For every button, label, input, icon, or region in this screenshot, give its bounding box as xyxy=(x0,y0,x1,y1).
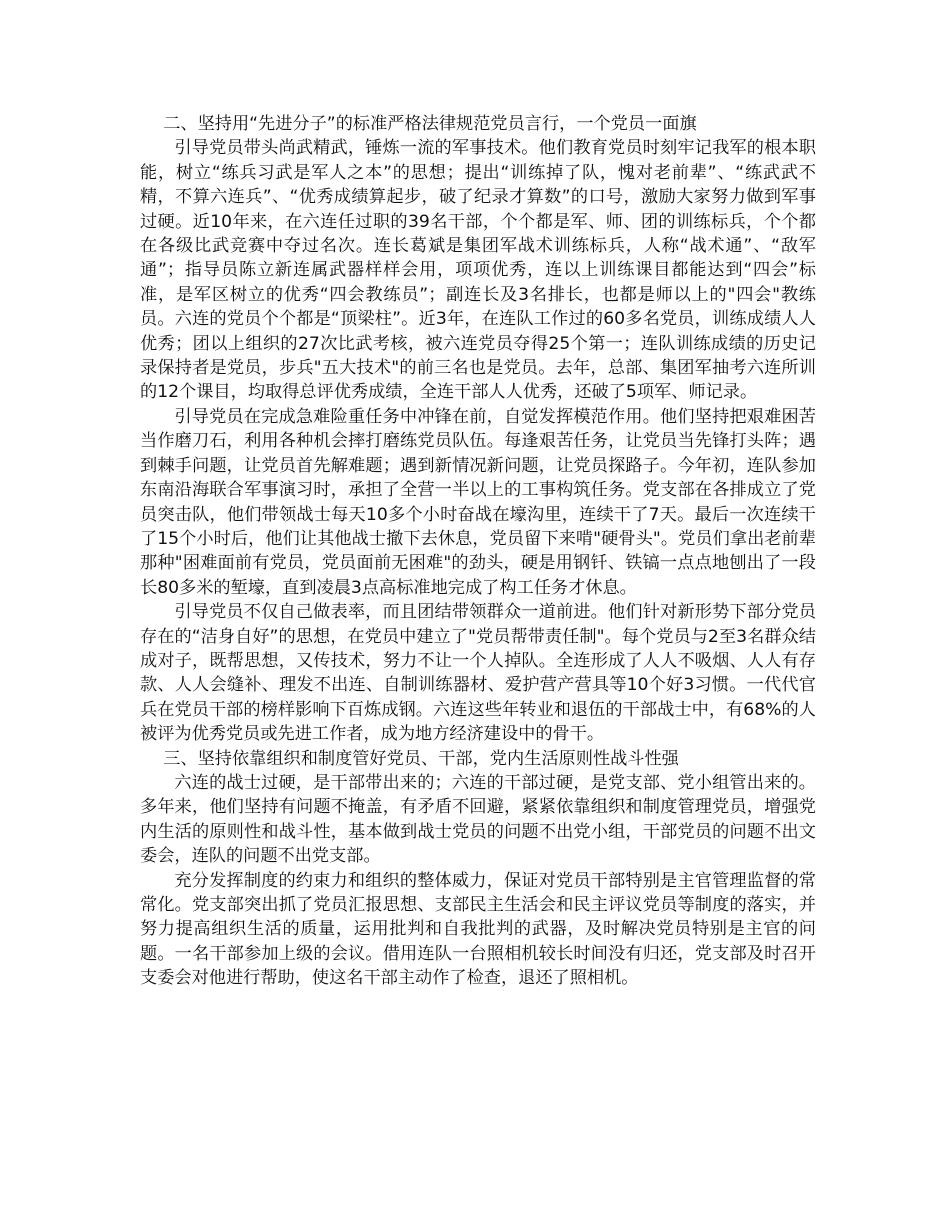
document-page xyxy=(140,112,816,991)
section-heading-2: 二、坚持用“先进分子”的标准严格法律规范党员言行，一个党员一面旗 xyxy=(163,114,697,134)
paragraph-system-constraint: 充分发挥制度的约束力和组织的整体威力，保证对党员干部特别是主官管理监督的常常化。党支部突出抓了党员汇报思想、支部民主生活会和民主评议党员等制度的落实，并努力提高组织生活的质量，运用批判和自我批判的武器，及时解决党员特别是主官的问题。一名干部参加上级的会议。借用连队一台照相机较长时间没有归还，党支部及时召开支委会对他进行帮助，使这名干部主动作了检查，退还了照相机。 xyxy=(140,870,816,989)
paragraph-military-skills: 引导党员带头尚武精武，锤炼一流的军事技术。他们教育党员时刻牢记我军的根本职能，树立“练兵习武是军人之本”的思想；提出“训练掉了队，愧对老前辈”、“练武武不精，不算六连兵”、“优秀成绩算起步，破了纪录才算数”的口号，激励大家努力做到军事过硬。近10年来，在六连任过职的39名干部，个个都是军、师、团的训练标兵，个个都在各级比武竞赛中夺过名次。连长葛斌是集团军战术训练标兵，人称“战术通”、“敌军通”；指导员陈立新连属武器样样会用，项项优秀，连以上训练课目都能达到“四会”标准，是军区树立的优秀“四会教练员”；副连长及3名排长，也都是师以上的"四会"教练员。六连的党员个个都是“顶梁柱”。近3年，在连队工作过的60多名党员，训练成绩人人优秀；团以上组织的27次比武考核，被六连党员夺得25个第一；连队训练成绩的历史记录保持者是党员，步兵"五大技术"的前三名也是党员。去年，总部、集团军抽考六连所训的12个课目，均取得总评优秀成绩，全连干部人人优秀，还破了5项军、师记录。 xyxy=(140,138,816,403)
section-heading-3: 三、坚持依靠组织和制度管好党员、干部，党内生活原则性战斗性强 xyxy=(163,748,679,769)
paragraph-lead-masses: 引导党员不仅自己做表率，而且团结带领群众一道前进。他们针对新形势下部分党员存在的“洁身自好”的思想，在党员中建立了"党员帮带责任制"。每个党员与2至3名群众结成对子，既帮思想，又传技术，努力不让一个人掉队。全连形成了人人不吸烟、人人有存款、人人会缝补、理发不出连、自制训练器材、爱护营产营具等10个好3习惯。一代代官兵在党员干部的榜样影响下百炼成钢。六连这些年转业和退伍的干部战士中，有68%的人被评为优秀党员或先进工作者，成为地方经济建设中的骨干。 xyxy=(140,602,816,745)
paragraph-hard-tasks: 引导党员在完成急难险重任务中冲锋在前，自觉发挥模范作用。他们坚持把艰难困苦当作磨刀石，利用各种机会摔打磨练党员队伍。每逢艰苦任务，让党员当先锋打头阵；遇到棘手问题，让党员首先解难题；遇到新情况新问题，让党员探路子。今年初，连队参加东南沿海联合军事演习时，承担了全营一半以上的工事构筑任务。党支部在各排成立了党员突击队，他们带领战士每天10多个小时奋战在壕沟里，连续干了7天。最后一次连续干了15个小时后，他们让其他战士撤下去休息，党员留下来啃"硬骨头"。党员们拿出老前辈那种"困难面前有党员，党员面前无困难"的劲头，硬是用钢钎、铁镐一点点地刨出了一段长80多米的堑壕，直到凌晨3点高标准地完成了构工任务才休息。 xyxy=(140,406,816,598)
paragraph-cadres-managed: 六连的战士过硬，是干部带出来的；六连的干部过硬，是党支部、党小组管出来的。多年来，他们坚持有问题不掩盖，有矛盾不回避，紧紧依靠组织和制度管理党员，增强党内生活的原则性和战斗性，基本做到战士党员的问题不出党小组，干部党员的问题不出文委会，连队的问题不出党支部。 xyxy=(140,772,816,867)
